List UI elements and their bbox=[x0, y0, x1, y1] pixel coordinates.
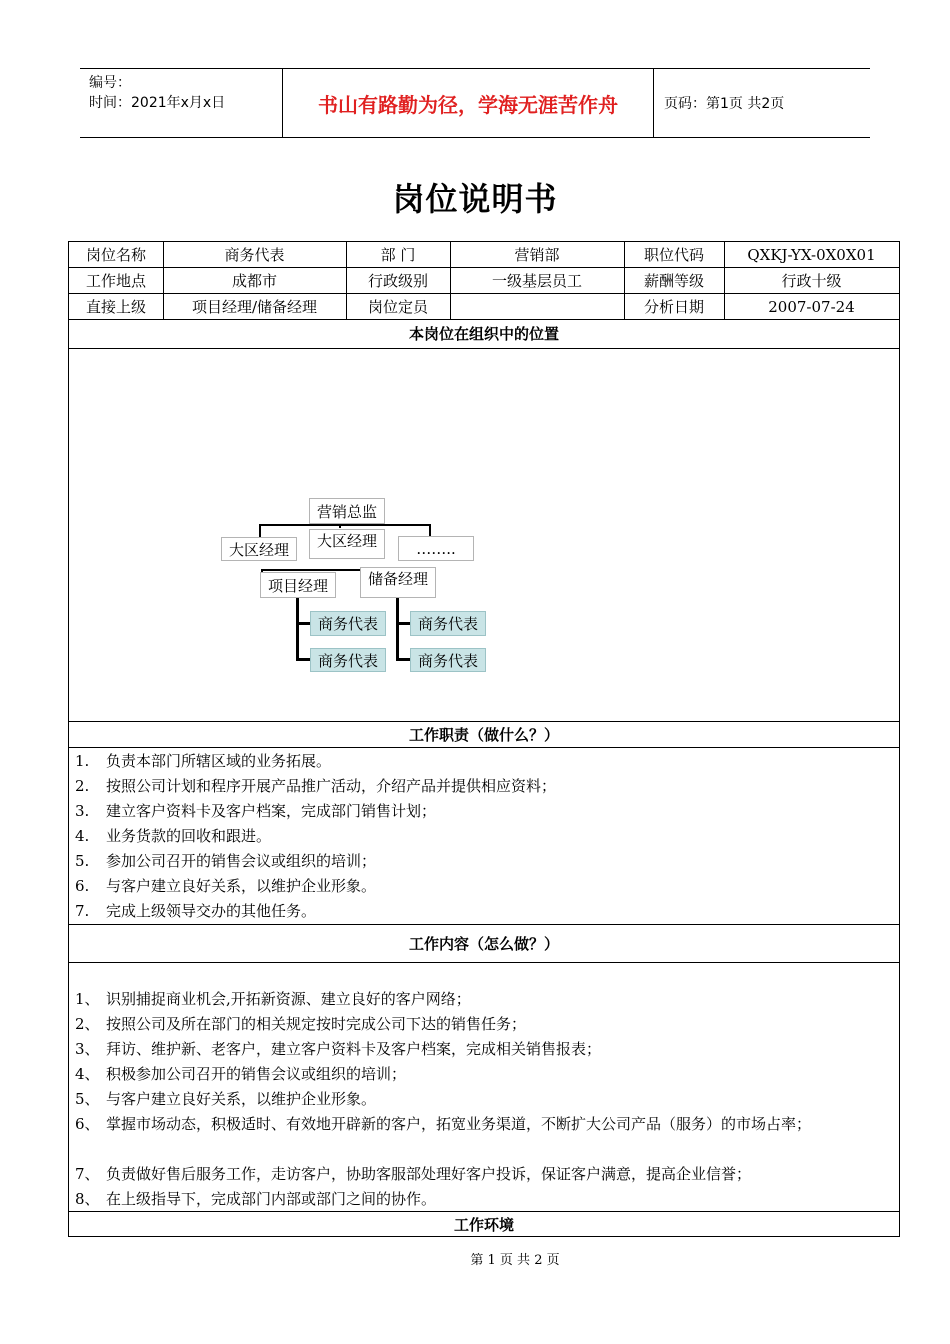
info-label-cell: 薪酬等级 bbox=[643, 272, 704, 290]
org-box-business-rep: 商务代表 bbox=[410, 648, 486, 672]
content-text: 按照公司及所在部门的相关规定按时完成公司下达的销售任务； bbox=[106, 1015, 527, 1033]
info-value-cell: QXKJ-YX-0X0X01 bbox=[747, 245, 876, 264]
duties-heading: 工作职责（做什么？） bbox=[408, 725, 559, 744]
header-meta bbox=[80, 69, 282, 137]
content-item bbox=[75, 1112, 891, 1137]
content-number: 6、 bbox=[75, 1115, 100, 1133]
info-value-cell: 营销部 bbox=[514, 246, 560, 264]
connector bbox=[296, 658, 310, 661]
content-number: 1、 bbox=[75, 990, 100, 1008]
duty-item bbox=[75, 849, 891, 874]
content-number: 4、 bbox=[75, 1065, 100, 1083]
content-text: 积极参加公司召开的销售会议或组织的培训； bbox=[106, 1065, 407, 1083]
info-value-cell: 一级基层员工 bbox=[491, 272, 582, 290]
connector bbox=[259, 524, 261, 538]
document-title: 岗位说明书 bbox=[392, 180, 558, 218]
org-box-business-rep: 商务代表 bbox=[410, 611, 486, 636]
connector bbox=[396, 658, 410, 661]
connector bbox=[396, 597, 399, 660]
duty-number: 7. bbox=[75, 902, 90, 920]
connector bbox=[396, 622, 410, 625]
info-label-cell: 岗位定员 bbox=[367, 298, 428, 316]
row-divider bbox=[69, 747, 899, 748]
duty-number: 6. bbox=[75, 877, 90, 895]
content-text: 掌握市场动态，积极适时、有效地开辟新的客户，拓宽业务渠道，不断扩大公司产品（服务）的市场占率； bbox=[106, 1115, 812, 1133]
org-chart bbox=[69, 242, 901, 670]
connector bbox=[261, 569, 365, 571]
duty-number: 3. bbox=[75, 802, 90, 820]
info-label-cell: 直接上级 bbox=[85, 298, 146, 316]
duty-text: 参加公司召开的销售会议或组织的培训； bbox=[106, 852, 377, 870]
content-text: 负责做好售后服务工作，走访客户，协助客服部处理好客户投诉，保证客户满意，提高企业信誉； bbox=[106, 1165, 752, 1183]
info-value-cell: 行政十级 bbox=[781, 272, 842, 290]
info-value-cell: 项目经理/储备经理 bbox=[191, 298, 318, 316]
time-label: 时间：2021年x月x日 bbox=[89, 95, 226, 111]
duty-number: 5. bbox=[75, 852, 90, 870]
duty-item bbox=[75, 824, 891, 849]
connector bbox=[259, 524, 431, 526]
duty-text: 负责本部门所辖区域的业务拓展。 bbox=[106, 752, 332, 770]
org-box-business-rep: 商务代表 bbox=[310, 648, 386, 672]
content-text: 拜访、维护新、老客户，建立客户资料卡及客户档案，完成相关销售报表； bbox=[106, 1040, 602, 1058]
org-box-reserve-manager: 储备经理 bbox=[360, 567, 436, 598]
row-divider bbox=[69, 962, 899, 963]
duty-item bbox=[75, 874, 891, 899]
content-text: 与客户建立良好关系，以维护企业形象。 bbox=[106, 1090, 377, 1108]
duty-text: 建立客户资料卡及客户档案，完成部门销售计划； bbox=[106, 802, 437, 820]
header-page-info: 页码：第1页 共2页 bbox=[664, 96, 785, 112]
content-text: 识别捕捉商业机会,开拓新资源、建立良好的客户网络； bbox=[106, 990, 471, 1008]
content-item bbox=[75, 987, 891, 1012]
content-number: 8、 bbox=[75, 1190, 100, 1208]
duty-text: 按照公司计划和程序开展产品推广活动，介绍产品并提供相应资料； bbox=[106, 777, 557, 795]
org-box-director: 营销总监 bbox=[309, 498, 385, 524]
content-number: 7、 bbox=[75, 1165, 100, 1183]
duty-text: 业务货款的回收和跟进。 bbox=[106, 827, 272, 845]
content-item bbox=[75, 1087, 891, 1112]
content-item bbox=[75, 1162, 891, 1187]
content-item bbox=[75, 1187, 891, 1212]
info-label-cell: 工作地点 bbox=[85, 272, 146, 290]
content-number: 5、 bbox=[75, 1090, 100, 1108]
org-box-regional-manager: 大区经理 bbox=[309, 529, 385, 559]
page-footer: 第 1 页 共 2 页 bbox=[470, 1253, 560, 1268]
duty-text: 完成上级领导交办的其他任务。 bbox=[106, 902, 317, 920]
duty-item bbox=[75, 774, 891, 799]
info-value-cell: 2007-07-24 bbox=[768, 297, 855, 316]
environment-heading: 工作环境 bbox=[453, 1215, 514, 1234]
info-label-cell: 岗位名称 bbox=[85, 246, 146, 264]
number-label: 编号： bbox=[89, 75, 131, 91]
info-value-cell: 商务代表 bbox=[224, 246, 285, 264]
org-box-regional-manager: 大区经理 bbox=[221, 537, 297, 561]
duty-number: 2. bbox=[75, 777, 90, 795]
content-item bbox=[75, 1037, 891, 1062]
content-item bbox=[75, 1062, 891, 1087]
org-box-more: …….. bbox=[398, 536, 474, 561]
connector bbox=[296, 622, 310, 625]
duty-item bbox=[75, 899, 891, 924]
org-heading: 本岗位在组织中的位置 bbox=[408, 325, 559, 343]
duty-number: 4. bbox=[75, 827, 90, 845]
content-number: 3、 bbox=[75, 1040, 100, 1058]
org-box-business-rep: 商务代表 bbox=[310, 611, 386, 636]
info-label-cell: 行政级别 bbox=[367, 272, 428, 290]
info-label-cell: 职位代码 bbox=[643, 246, 704, 264]
duty-text: 与客户建立良好关系，以维护企业形象。 bbox=[106, 877, 377, 895]
content-text: 在上级指导下，完成部门内部或部门之间的协作。 bbox=[106, 1190, 437, 1208]
duty-item bbox=[75, 799, 891, 824]
document-header bbox=[80, 68, 870, 138]
info-label-cell: 部 门 bbox=[380, 246, 416, 264]
content-item bbox=[75, 1012, 891, 1037]
content-heading: 工作内容（怎么做？） bbox=[408, 934, 559, 953]
info-value-cell: 成都市 bbox=[231, 272, 277, 290]
org-box-project-manager: 项目经理 bbox=[260, 572, 336, 598]
header-motto: 书山有路勤为径，学海无涯苦作舟 bbox=[282, 69, 654, 137]
duty-item bbox=[75, 749, 891, 774]
connector bbox=[296, 597, 299, 660]
content-number: 2、 bbox=[75, 1015, 100, 1033]
info-label-cell: 分析日期 bbox=[643, 298, 704, 316]
duty-number: 1. bbox=[75, 752, 90, 770]
job-description-table bbox=[68, 241, 900, 1237]
